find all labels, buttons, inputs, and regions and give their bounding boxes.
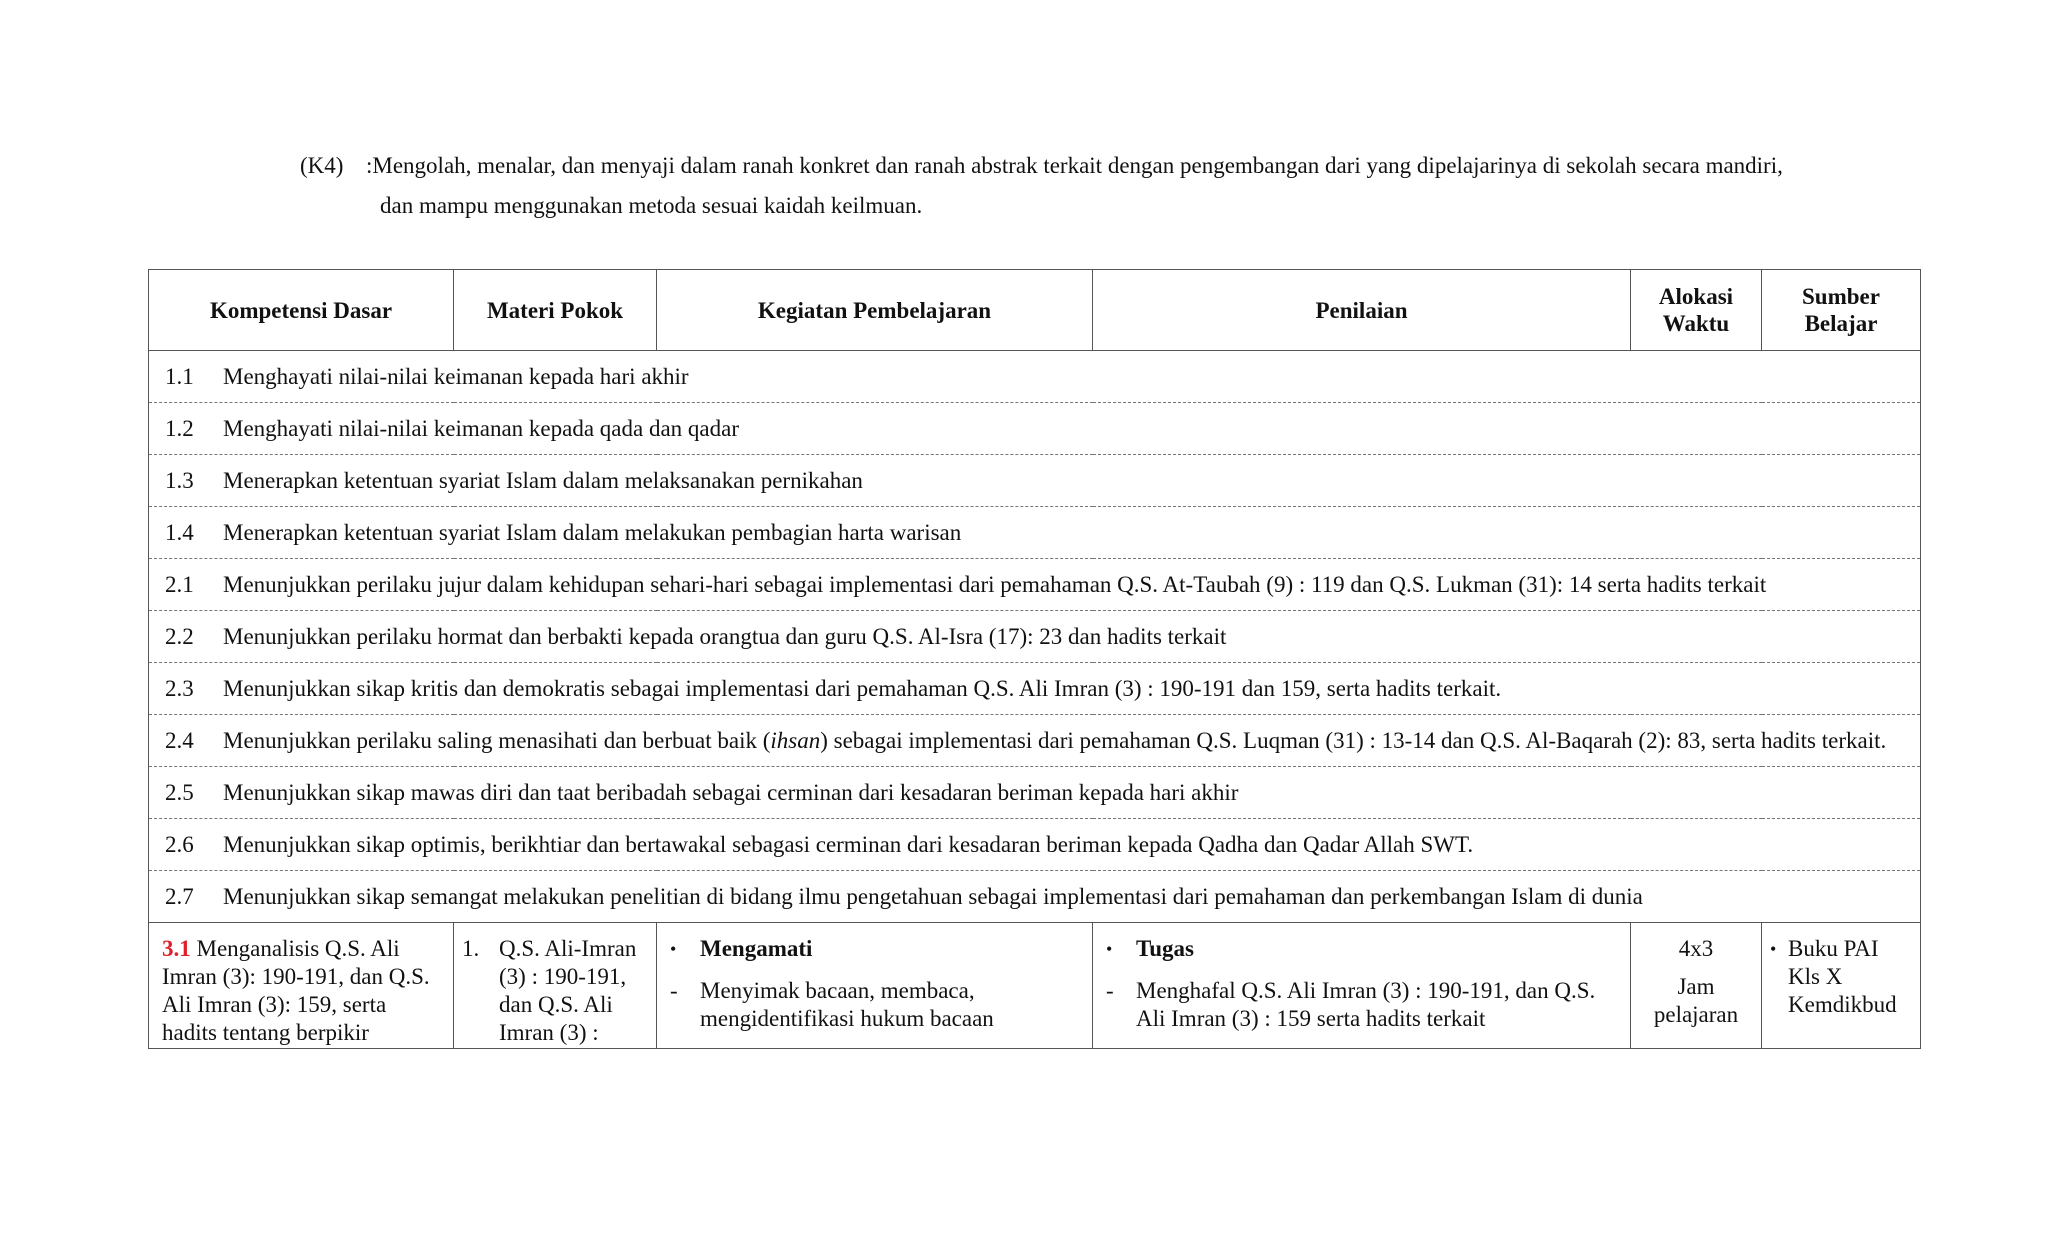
table-row [149, 351, 1921, 403]
kd-number: 2.3 [165, 676, 194, 701]
kd-text: Menunjukkan sikap optimis, berikhtiar dan bertawakal sebagasi cerminan dari kesadaran beriman kepada Qadha dan Qadar Allah SWT. [223, 832, 1474, 857]
kd-number: 2.7 [165, 884, 194, 909]
kd-cell [149, 559, 1921, 611]
kd-text: Menunjukkan perilaku jujur dalam kehidupan sehari-hari sebagai implementasi dari pemahaman Q.S. At-Taubah (9) : 119 dan Q.S. Lukman (31): 14 serta hadits terkait [223, 572, 1767, 597]
k4-competency-paragraph [300, 146, 1960, 226]
penilaian-dash-text: Menghafal Q.S. Ali Imran (3) : 190-191, dan Q.S. Ali Imran (3) : 159 serta hadits terkait [1136, 978, 1596, 1031]
header-kegiatan-pembelajaran: Kegiatan Pembelajaran [657, 270, 1093, 351]
kd-text: Menunjukkan sikap kritis dan demokratis sebagai implementasi dari pemahaman Q.S. Ali Imran (3) : 190-191 dan 159, serta hadits terkait. [223, 676, 1502, 701]
kd-text: Menunjukkan perilaku hormat dan berbakti kepada orangtua dan guru Q.S. Al-Isra (17): 23 dan hadits terkait [223, 624, 1227, 649]
table-header-row [149, 270, 1921, 351]
kegiatan-bullet-text: Mengamati [700, 936, 813, 961]
alokasi-value: 4x3 [1678, 936, 1714, 961]
kd-text [223, 727, 1893, 755]
table-row [149, 611, 1921, 663]
dash-icon: - [670, 978, 678, 1003]
syllabus-table [148, 269, 1921, 1049]
kd-cell [149, 507, 1921, 559]
kd-number: 2.1 [165, 572, 194, 597]
kd-number: 2.2 [165, 624, 194, 649]
bullet-icon: • [1770, 939, 1777, 959]
kd-number: 1.4 [165, 520, 194, 545]
kd-number: 2.4 [165, 728, 194, 753]
table-row [149, 507, 1921, 559]
k4-tag: (K4) [300, 153, 344, 178]
kd-text: Menunjukkan sikap semangat melakukan penelitian di bidang ilmu pengetahuan sebagai implementasi dari pemahaman dan perkembangan Islam di dunia [223, 884, 1643, 909]
kd-number: 1.1 [165, 364, 194, 389]
kd-number: 2.5 [165, 780, 194, 805]
kd-3-1-cell [149, 923, 454, 1049]
kd-number: 1.3 [165, 468, 194, 493]
kd-number: 1.2 [165, 416, 194, 441]
table-row [149, 559, 1921, 611]
table-row [149, 715, 1921, 767]
kd-cell [149, 767, 1921, 819]
header-alokasi-line1: Alokasi [1658, 284, 1734, 309]
penilaian-cell [1093, 923, 1631, 1049]
alokasi-cell [1631, 923, 1762, 1049]
kd-text-part: Menunjukkan perilaku saling menasihati dan berbuat baik ( [223, 728, 771, 753]
kegiatan-dash-text: Menyimak bacaan, membaca, mengidentifikasi hukum bacaan [700, 978, 994, 1031]
kd-text: Menunjukkan sikap mawas diri dan taat beribadah sebagai cerminan dari kesadaran beriman kepada hari akhir [223, 780, 1239, 805]
k4-line-1 [300, 146, 1960, 186]
kd-text: Menghayati nilai-nilai keimanan kepada qada dan qadar [223, 416, 740, 441]
k4-line-2: dan mampu menggunakan metoda sesuai kaidah keilmuan. [380, 193, 923, 218]
kegiatan-dash-item [670, 977, 1082, 1033]
header-materi-pokok: Materi Pokok [454, 270, 657, 351]
table-row [149, 871, 1921, 923]
materi-item-number: 1. [462, 936, 480, 961]
sumber-item [1770, 935, 1910, 1019]
kd-cell [149, 351, 1921, 403]
kd-cell [149, 715, 1921, 767]
header-sumber-belajar [1762, 270, 1921, 351]
content-row [149, 923, 1921, 1049]
header-kompetensi-dasar: Kompetensi Dasar [149, 270, 454, 351]
materi-cell [454, 923, 657, 1049]
kd-3-1-number: 3.1 [162, 936, 191, 961]
kd-cell [149, 455, 1921, 507]
kd-cell [149, 819, 1921, 871]
k4-text-1: :Mengolah, menalar, dan menyaji dalam ranah konkret dan ranah abstrak terkait dengan pengembangan dari yang dipelajarinya di sekolah secara mandiri, [366, 153, 1783, 178]
header-alokasi-line2: Waktu [1662, 311, 1730, 336]
kd-text: Menghayati nilai-nilai keimanan kepada hari akhir [223, 364, 689, 389]
sumber-cell [1762, 923, 1921, 1049]
dash-icon: - [1106, 978, 1114, 1003]
bullet-icon: • [1106, 939, 1113, 959]
table-row [149, 819, 1921, 871]
kd-text-italic: ihsan [770, 728, 821, 753]
alokasi-unit: Jam pelajaran [1653, 974, 1739, 1027]
materi-item [462, 935, 646, 1047]
table-row [149, 455, 1921, 507]
table-row [149, 403, 1921, 455]
kd-cell [149, 403, 1921, 455]
kegiatan-cell [657, 923, 1093, 1049]
kd-number: 2.6 [165, 832, 194, 857]
header-sumber-line2: Belajar [1804, 311, 1878, 336]
table-row [149, 663, 1921, 715]
penilaian-bullet-item [1106, 935, 1620, 963]
kegiatan-bullet-item [670, 935, 1082, 963]
materi-item-text: Q.S. Ali-Imran (3) : 190-191, dan Q.S. Ali Imran (3) : [499, 936, 637, 1045]
kd-cell [149, 611, 1921, 663]
header-alokasi-waktu [1631, 270, 1762, 351]
bullet-icon: • [670, 939, 677, 959]
kd-cell [149, 871, 1921, 923]
header-penilaian: Penilaian [1093, 270, 1631, 351]
kd-text: Menerapkan ketentuan syariat Islam dalam melakukan pembagian harta warisan [223, 520, 962, 545]
table-row [149, 767, 1921, 819]
kd-text-part: ) sebagai implementasi dari pemahaman Q.S. Luqman (31) : 13-14 dan Q.S. Al-Baqarah (2): 83, serta hadits terkait. [820, 728, 1887, 753]
sumber-text: Buku PAI Kls X Kemdikbud [1788, 936, 1897, 1017]
kd-text: Menerapkan ketentuan syariat Islam dalam melaksanakan pernikahan [223, 468, 863, 493]
kd-cell [149, 663, 1921, 715]
penilaian-bullet-text: Tugas [1136, 936, 1194, 961]
kd-3-1-text: Menganalisis Q.S. Ali Imran (3): 190-191, dan Q.S. Ali Imran (3): 159, serta hadits tentang berpikir [162, 936, 430, 1045]
header-sumber-line1: Sumber [1802, 284, 1880, 309]
penilaian-dash-item [1106, 977, 1620, 1033]
